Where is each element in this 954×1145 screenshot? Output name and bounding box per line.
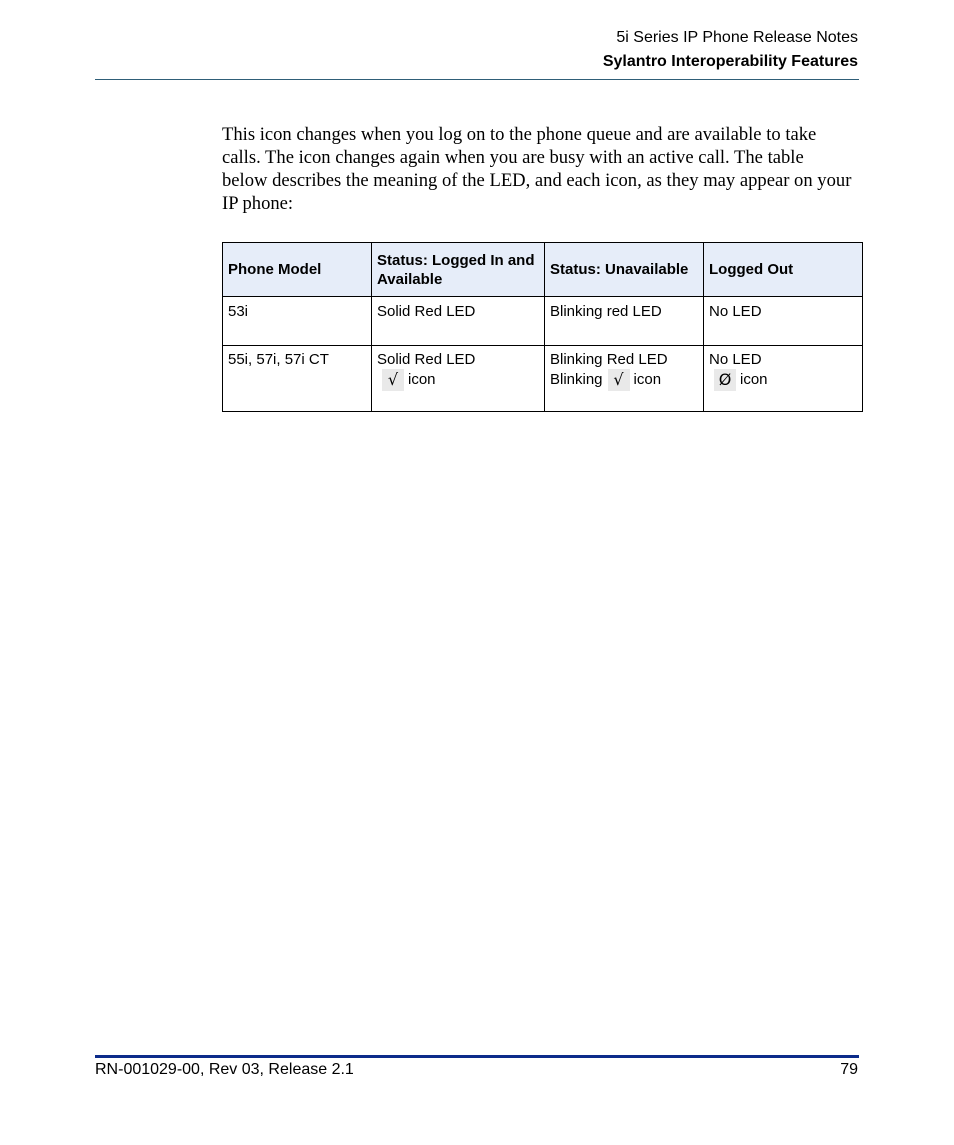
cell-line: Solid Red LED [377,351,476,368]
document-title: 5i Series IP Phone Release Notes [616,29,858,46]
blinking-label: Blinking [550,370,603,388]
cell-line [377,369,539,391]
table-row [223,297,863,346]
table-header-row [223,243,863,297]
checkmark-icon: √ [382,369,404,391]
footer-document-id: RN-001029-00, Rev 03, Release 2.1 [95,1061,354,1078]
header-logged-out: Logged Out [704,243,863,297]
header-logged-in-available: Status: Logged In and Available [372,243,545,297]
icon-label: icon [408,370,436,388]
checkmark-icon: √ [608,369,630,391]
cell-line: Blinking Red LED [550,351,668,368]
cell-available: Solid Red LED [372,297,545,346]
header-unavailable: Status: Unavailable [545,243,704,297]
cell-unavailable: Blinking red LED [545,297,704,346]
intro-paragraph: This icon changes when you log on to the phone queue and are available to take calls. The icon changes again when you are busy with an active call. The table below describes the meaning of the LED, and each icon, as they may appear on your IP phone: [222,124,852,214]
led-status-table [222,242,863,412]
section-title: Sylantro Interoperability Features [602,53,858,70]
header-divider [95,79,859,80]
cell-model: 55i, 57i, 57i CT [223,346,372,412]
cell-logged-out: No LED [704,297,863,346]
cell-available [372,346,545,412]
empty-set-icon: Ø [714,369,736,391]
cell-logged-out [704,346,863,412]
cell-unavailable [545,346,704,412]
cell-line [550,369,698,391]
cell-line: No LED [709,351,762,368]
page-header [603,26,858,74]
cell-model: 53i [223,297,372,346]
page-number: 79 [840,1061,858,1078]
cell-line [709,369,857,391]
icon-label: icon [633,370,662,388]
table-row [223,346,863,412]
footer-divider [95,1055,859,1058]
header-phone-model: Phone Model [223,243,372,297]
icon-label: icon [740,370,768,388]
